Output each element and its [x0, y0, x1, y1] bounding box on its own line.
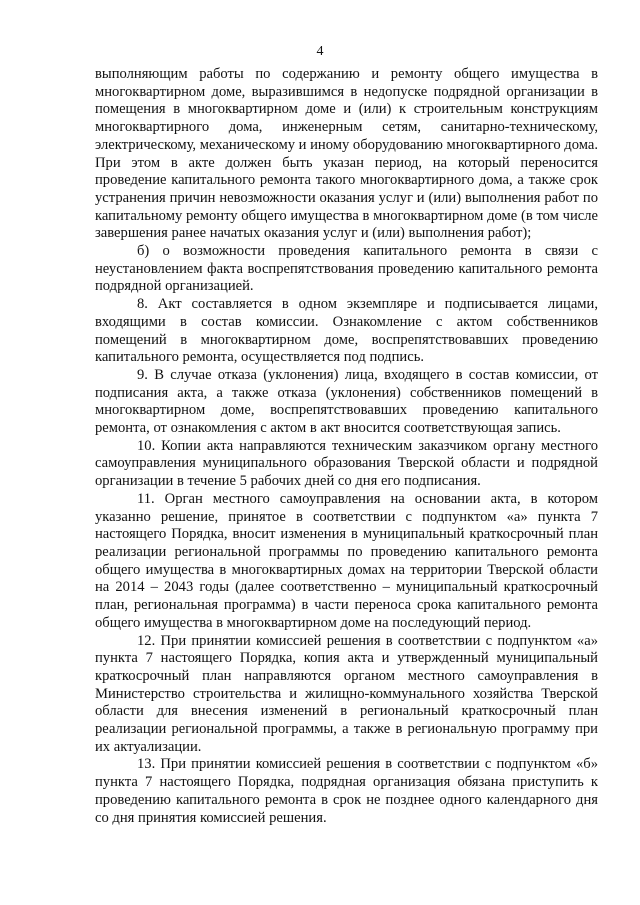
paragraph-12: 12. При принятии комиссией решения в соответствии с подпунктом «а» пункта 7 настоящего Порядка, копия акта и утвержденный муниципальный краткосрочный план направляются органом местного самоуправления в Министерство строительства и жилищно-коммунального хозяйства Тверской области для внесения изменений в региональный краткосрочный план реализации региональной программы, а также в региональную программу при их актуализации. [95, 632, 598, 755]
paragraph-11: 11. Орган местного самоуправления на основании акта, в котором указанно решение, принятое в соответствии с подпунктом «а» пункта 7 настоящего Порядка, вносит изменения в муниципальный краткосрочный план реализации региональной программы по проведению капитального ремонта общего имущества в многоквартирных домах на территории Тверской области на 2014 – 2043 годы (далее соответственно – муниципальный краткосрочный план, региональная программа) в части переноса срока капитального ремонта общего имущества в многоквартирном доме на последующий период. [95, 490, 598, 631]
paragraph-9: 9. В случае отказа (уклонения) лица, входящего в состав комиссии, от подписания акта, а также отказа (уклонения) собственников помещений в многоквартирном доме, воспрепятствовавших проведению капитального ремонта, от ознакомления с актом в акт вносится соответствующая запись. [95, 366, 598, 437]
page-number: 4 [316, 44, 324, 59]
paragraph-subitem-b: б) о возможности проведения капитального ремонта в связи с неустановлением факта воспрепятствования проведению капитального ремонта подрядной организацией. [95, 243, 598, 295]
paragraph-continuation: выполняющим работы по содержанию и ремонту общего имущества в многоквартирном доме, выразившимся в недопуске подрядной организации в помещения в многоквартирном доме и (или) к строительным конструкциям многоквартирного дома, инженерным сетям, санитарно-техническому, электрическому, механическому и иному оборудованию многоквартирного дома. При этом в акте должен быть указан период, на который переносится проведение капитального ремонта такого многоквартирного дома, а также срок устранения причин невозможности оказания услуг и (или) выполнения работ по капитальному ремонту общего имущества в многоквартирном доме (в том числе завершения ранее начатых оказания услуг и (или) выполнения работ); [95, 66, 598, 242]
paragraph-10: 10. Копии акта направляются техническим заказчиком органу местного самоуправления муниципального образования Тверской области и подрядной организации в течение 5 рабочих дней со дня его подписания. [95, 437, 598, 490]
document-body [95, 66, 598, 827]
paragraph-8: 8. Акт составляется в одном экземпляре и подписывается лицами, входящими в состав комиссии. Ознакомление с актом собственников помещений в многоквартирном доме, воспрепятствовавших проведению капитального ремонта, осуществляется под подпись. [95, 296, 598, 366]
paragraph-13: 13. При принятии комиссией решения в соответствии с подпунктом «б» пункта 7 настоящего Порядка, подрядная организация обязана приступить к проведению капитального ремонта в срок не позднее одного календарного дня со дня принятия комиссией решения. [95, 756, 598, 826]
